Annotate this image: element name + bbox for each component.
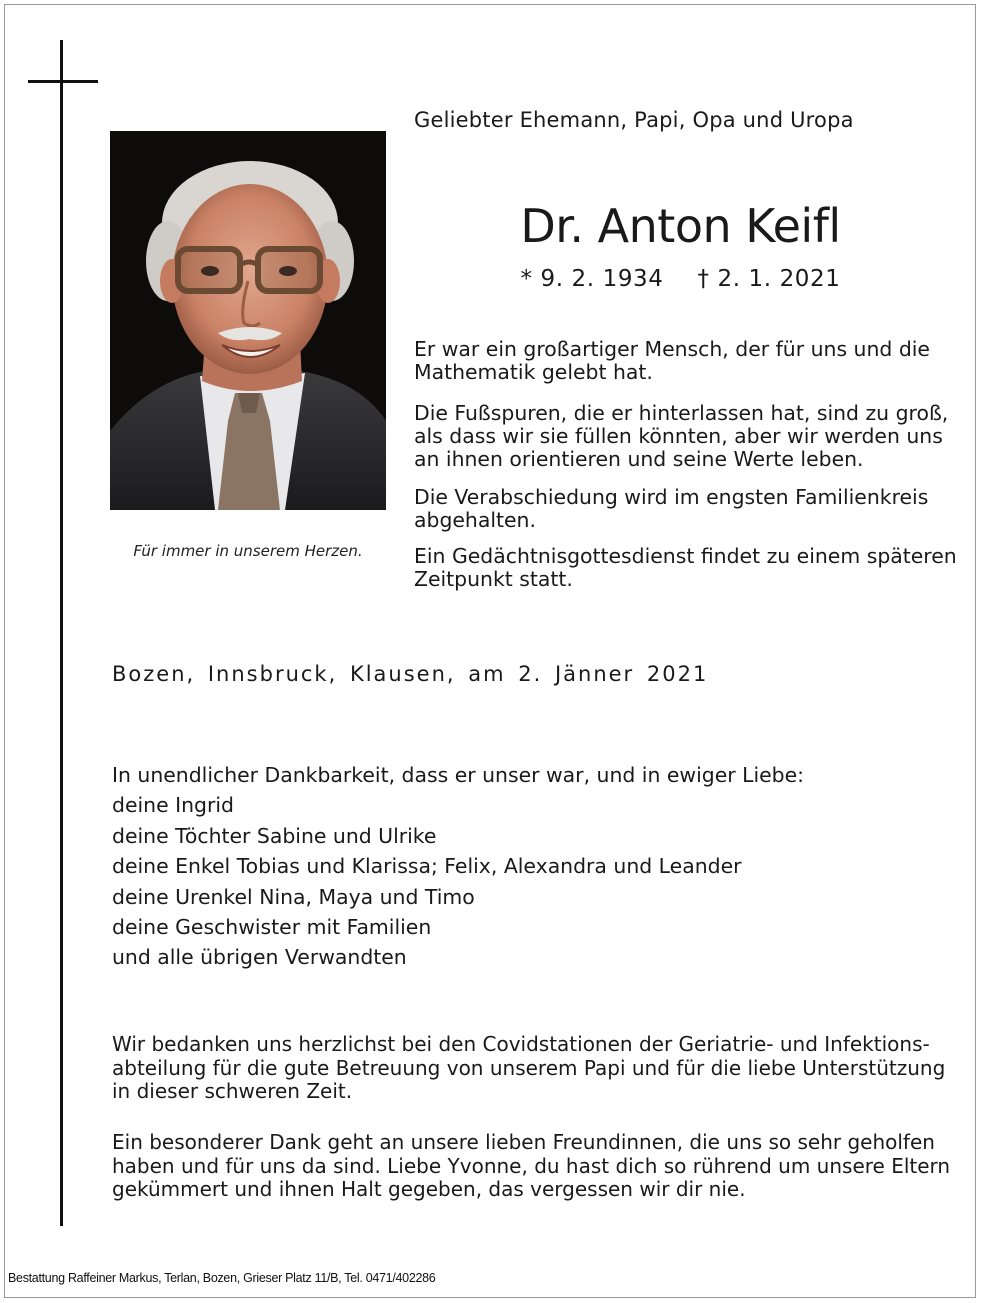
- family-member: deine Geschwister mit Familien: [112, 915, 432, 940]
- special-thanks-paragraph: Ein besonderer Dank geht an unsere lieben Freundinnen, die uns so sehr geholfen haben und für uns da sind. Liebe Yvonne, du hast dich so rührend um unsere Eltern gekümmert und ihnen Halt gegeben, das vergessen wir dir nie.: [112, 1130, 951, 1201]
- family-intro: In unendlicher Dankbarkeit, dass er unser war, und in ewiger Liebe:: [112, 763, 805, 787]
- farewell-paragraph: Die Verabschiedung wird im engsten Familienkreis abgehalten.: [414, 485, 929, 532]
- memorial-service-paragraph: Ein Gedächtnisgottesdienst findet zu einem späteren Zeitpunkt statt.: [414, 544, 957, 591]
- cross-vertical-bar: [60, 40, 63, 1226]
- tribute-paragraph: Die Fußspuren, die er hinterlassen hat, sind zu groß, als dass wir sie füllen könnten, aber wir werden uns an ihnen orientieren und seine Werte leben.: [414, 401, 949, 471]
- funeral-home-footer: Bestattung Raffeiner Markus, Terlan, Bozen, Grieser Platz 11/B, Tel. 0471/402286: [8, 1271, 436, 1285]
- family-member: deine Ingrid: [112, 793, 234, 818]
- life-dates: [414, 266, 947, 292]
- tribute-paragraph: Er war ein großartiger Mensch, der für uns und die Mathematik gelebt hat.: [414, 337, 930, 384]
- family-member: deine Töchter Sabine und Ulrike: [112, 823, 437, 848]
- portrait-photo: [110, 131, 386, 510]
- cross-horizontal-bar: [28, 80, 98, 83]
- family-member: deine Enkel Tobias und Klarissa; Felix, Alexandra und Leander: [112, 854, 742, 879]
- place-and-date: Bozen, Innsbruck, Klausen, am 2. Jänner 2021: [112, 662, 709, 686]
- relationship-subtitle: Geliebter Ehemann, Papi, Opa und Uropa: [414, 108, 854, 132]
- thanks-paragraph: Wir bedanken uns herzlichst bei den Covidstationen der Geriatrie- und Infektions- abteilung für die gute Betreuung von unserem Papi und für die liebe Unterstützung in dieser schweren Zeit.: [112, 1032, 946, 1103]
- family-list: [112, 760, 804, 973]
- photo-caption: Für immer in unserem Herzen.: [133, 542, 363, 560]
- death-date: † 2. 1. 2021: [697, 266, 841, 292]
- family-member: deine Urenkel Nina, Maya und Timo: [112, 884, 475, 909]
- deceased-name: Dr. Anton Keifl: [520, 198, 841, 253]
- birth-date: * 9. 2. 1934: [520, 266, 664, 292]
- family-member: und alle übrigen Verwandten: [112, 945, 407, 970]
